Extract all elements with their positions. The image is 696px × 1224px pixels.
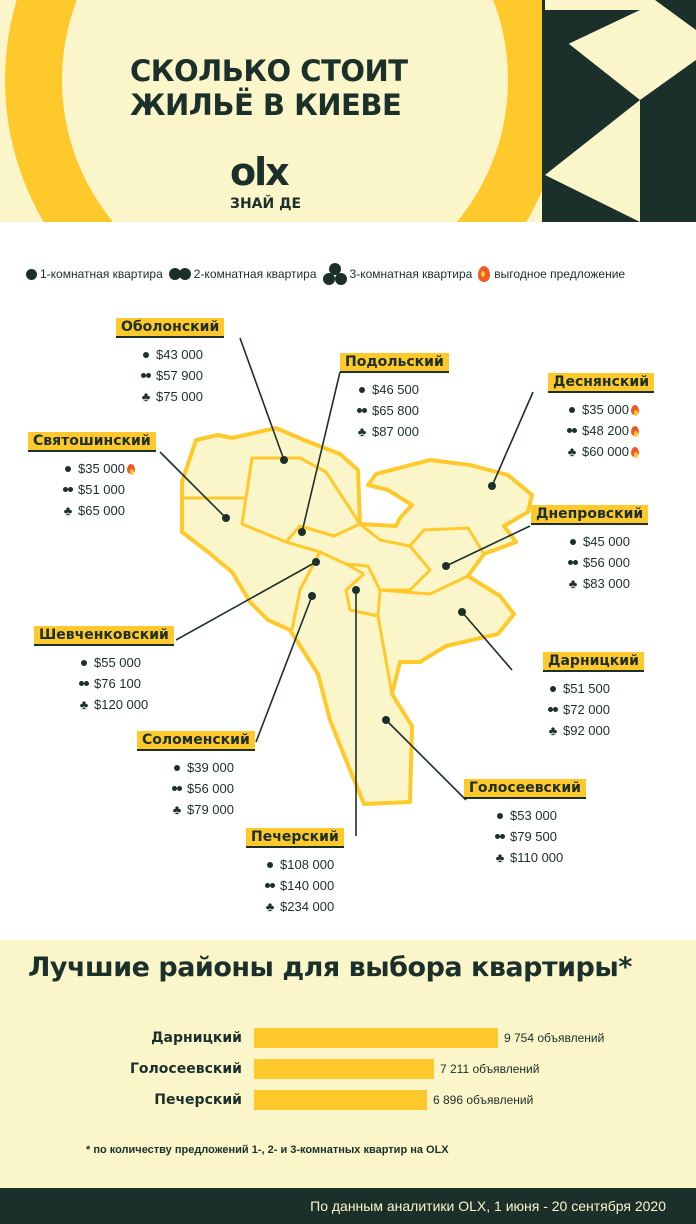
triangles-decoration <box>545 0 696 222</box>
ranking-value-label: 6 896 объявлений <box>433 1093 534 1107</box>
fire-icon <box>125 464 135 474</box>
ranking-district-label: Дарницкий <box>151 1030 242 1046</box>
district-darnitsky <box>543 652 644 741</box>
header-banner <box>0 0 696 222</box>
three-dots-icon <box>323 263 347 285</box>
ranking-row <box>0 1058 696 1080</box>
district-solomensky <box>137 731 255 820</box>
district-name: Святошинский <box>28 432 156 452</box>
fire-icon <box>478 266 490 282</box>
one-dot-icon <box>563 539 583 545</box>
district-name: Дарницкий <box>543 652 644 672</box>
price-1room: $39 000 <box>187 760 234 775</box>
title-line-1: СКОЛЬКО СТОИТ <box>130 54 408 88</box>
district-name: Голосеевский <box>464 779 586 799</box>
price-2room: $56 000 <box>583 555 630 570</box>
two-dots-icon <box>352 408 372 413</box>
price-3room: $120 000 <box>94 697 149 712</box>
ranking-row <box>0 1027 696 1049</box>
price-list <box>352 379 449 442</box>
one-dot-icon <box>26 269 37 280</box>
district-goloseevsky <box>464 779 586 868</box>
price-1room: $51 500 <box>563 681 610 696</box>
fire-icon <box>629 405 639 415</box>
three-dots-icon: ♣ <box>495 850 505 865</box>
price-2room: $79 500 <box>510 829 557 844</box>
two-dots-icon <box>74 681 94 686</box>
three-dots-icon: ♣ <box>172 802 182 817</box>
price-2room: $76 100 <box>94 676 141 691</box>
price-3room: $75 000 <box>156 389 203 404</box>
three-dots-icon: ♣ <box>265 899 275 914</box>
price-list <box>74 652 174 715</box>
ranking-district-label: Голосеевский <box>130 1061 242 1077</box>
legend-label: выгодное предложение <box>494 267 626 281</box>
legend-deal <box>478 266 625 282</box>
price-3room: $83 000 <box>583 576 630 591</box>
triangle-panel <box>545 0 696 222</box>
price-3room: $110 000 <box>510 850 564 865</box>
price-1room: $35 000 <box>582 402 629 417</box>
two-dots-icon <box>136 373 156 378</box>
one-dot-icon <box>490 813 510 819</box>
price-3room: $87 000 <box>372 424 419 439</box>
district-name: Деснянский <box>548 373 654 393</box>
three-dots-icon: ♣ <box>548 723 558 738</box>
legend-one-room <box>26 267 163 281</box>
two-dots-icon <box>260 883 280 888</box>
district-name: Шевченковский <box>34 626 174 646</box>
price-3room: $65 000 <box>78 503 125 518</box>
fire-icon <box>629 447 639 457</box>
legend-label: 2-комнатная квартира <box>193 267 317 281</box>
one-dot-icon <box>136 352 156 358</box>
one-dot-icon <box>167 765 187 771</box>
three-dots-icon: ♣ <box>141 389 151 404</box>
price-2room: $51 000 <box>78 482 125 497</box>
two-dots-icon <box>562 428 582 433</box>
tagline: ЗНАЙ ДЕ <box>230 196 302 212</box>
ranking-row <box>0 1089 696 1111</box>
ranking-district-label: Печерский <box>154 1092 242 1108</box>
district-svyatoshinsky <box>28 432 156 521</box>
legend-three-room <box>323 263 473 285</box>
ranking-title: Лучшие районы для выбора квартиры* <box>28 952 632 983</box>
district-name: Подольский <box>340 353 449 373</box>
district-dneprovsky <box>531 505 648 594</box>
ranking-section <box>0 940 696 1188</box>
olx-logo: olx <box>230 150 288 194</box>
price-1room: $108 000 <box>280 857 335 872</box>
three-dots-icon: ♣ <box>568 576 578 591</box>
two-dots-icon <box>58 487 78 492</box>
price-1room: $46 500 <box>372 382 419 397</box>
ranking-bar <box>254 1059 434 1079</box>
legend-label: 1-комнатная квартира <box>40 267 163 281</box>
price-list <box>562 399 654 462</box>
ranking-bar <box>254 1028 498 1048</box>
district-name: Соломенский <box>137 731 255 751</box>
ranking-bar <box>254 1090 427 1110</box>
source-note: По данным аналитики OLX, 1 июня - 20 сентября 2020 <box>310 1198 666 1214</box>
ranking-value-label: 7 211 объявлений <box>440 1062 540 1076</box>
district-shevchenkovsky <box>34 626 174 715</box>
price-list <box>563 531 648 594</box>
title-line-2: ЖИЛЬЁ В КИЕВЕ <box>130 88 402 122</box>
price-3room: $92 000 <box>563 723 610 738</box>
price-list <box>490 805 586 868</box>
price-list <box>136 344 224 407</box>
price-3room: $60 000 <box>582 444 629 459</box>
price-list <box>543 678 644 741</box>
price-2room: $65 800 <box>372 403 419 418</box>
price-2room: $57 900 <box>156 368 203 383</box>
one-dot-icon <box>260 862 280 868</box>
two-dots-icon <box>543 707 563 712</box>
price-list <box>260 854 344 917</box>
price-1room: $55 000 <box>94 655 141 670</box>
fire-icon <box>629 426 639 436</box>
price-1room: $53 000 <box>510 808 557 823</box>
three-dots-icon: ♣ <box>567 444 577 459</box>
legend-two-room <box>169 267 317 281</box>
price-1room: $45 000 <box>583 534 630 549</box>
ranking-value-label: 9 754 объявлений <box>504 1031 605 1045</box>
two-dots-icon <box>563 560 583 565</box>
one-dot-icon <box>74 660 94 666</box>
price-1room: $43 000 <box>156 347 203 362</box>
three-dots-icon: ♣ <box>79 697 89 712</box>
price-list <box>167 757 255 820</box>
price-2room: $48 200 <box>582 423 629 438</box>
district-name: Оболонский <box>116 318 224 338</box>
two-dots-icon <box>490 834 510 839</box>
legend <box>26 263 676 285</box>
legend-label: 3-комнатная квартира <box>349 267 473 281</box>
one-dot-icon <box>352 387 372 393</box>
page-title <box>130 54 408 122</box>
price-3room: $79 000 <box>187 802 234 817</box>
district-name: Днепровский <box>531 505 648 525</box>
three-dots-icon: ♣ <box>357 424 367 439</box>
footer <box>0 1188 696 1224</box>
price-list <box>58 458 156 521</box>
two-dots-icon <box>169 268 191 280</box>
district-name: Печерский <box>246 828 344 848</box>
three-dots-icon: ♣ <box>63 503 73 518</box>
district-pechersky <box>246 828 344 917</box>
price-2room: $72 000 <box>563 702 610 717</box>
price-2room: $140 000 <box>280 878 335 893</box>
one-dot-icon <box>543 686 563 692</box>
district-desnyansky <box>548 373 654 462</box>
price-2room: $56 000 <box>187 781 234 796</box>
district-obolonsky <box>116 318 224 407</box>
district-podolsky <box>340 353 449 442</box>
one-dot-icon <box>562 407 582 413</box>
one-dot-icon <box>58 466 78 472</box>
two-dots-icon <box>167 786 187 791</box>
price-1room: $35 000 <box>78 461 125 476</box>
price-3room: $234 000 <box>280 899 335 914</box>
footnote: * по количеству предложений 1-, 2- и 3-комнатных квартир на OLX <box>86 1144 449 1156</box>
